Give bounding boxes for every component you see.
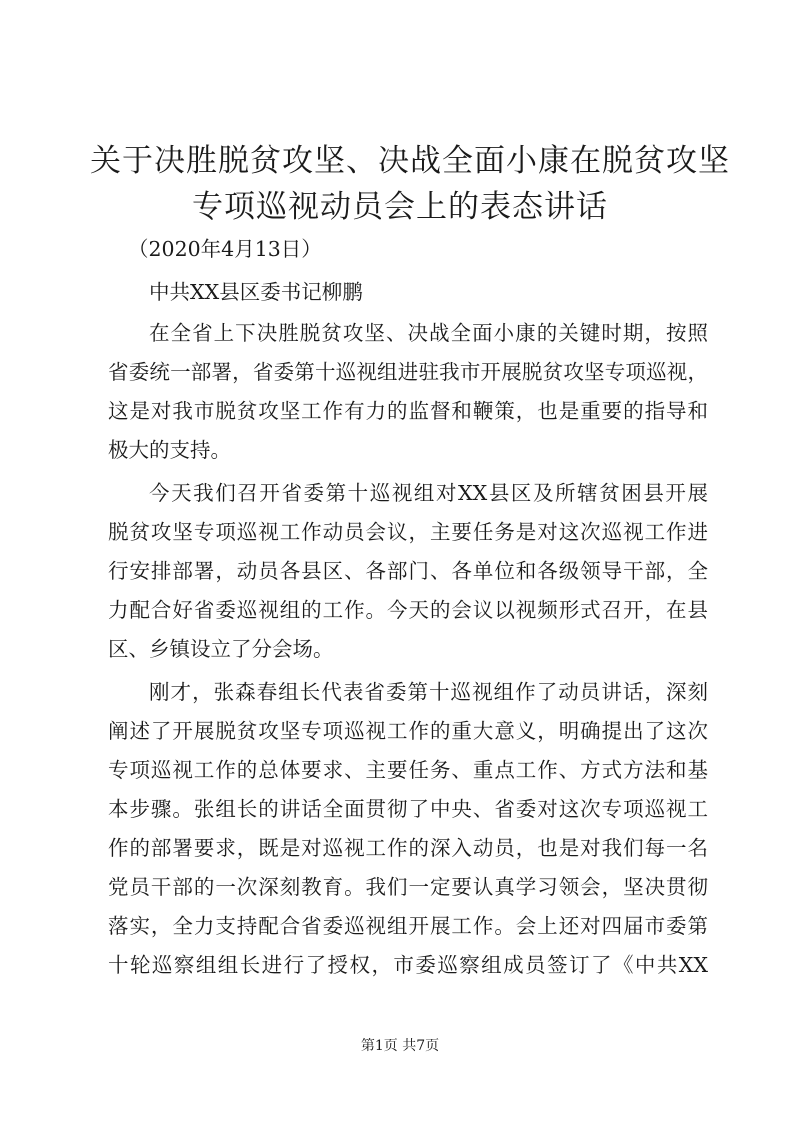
body-line: 党员干部的一次深刻教育。我们一定要认真学习领会，坚决贯彻 (108, 875, 708, 899)
body-line: 在全省上下决胜脱贫攻坚、决战全面小康的关键时期，按照 (149, 321, 708, 345)
document-date: （2020年4月13日） (128, 237, 322, 261)
body-line: 力配合好省委巡视组的工作。今天的会议以视频形式召开，在县 (108, 598, 708, 622)
body-line: 省委统一部署，省委第十巡视组进驻我市开展脱贫攻坚专项巡视， (108, 360, 708, 384)
document-title-line-1: 关于决胜脱贫攻坚、决战全面小康在脱贫攻坚 (90, 143, 730, 179)
body-line: 刚才，张森春组长代表省委第十巡视组作了动员讲话，深刻 (149, 680, 708, 704)
body-line: 专项巡视工作的总体要求、主要任务、重点工作、方式方法和基 (108, 758, 708, 782)
document-author: 中共XX县区委书记柳鹏 (149, 280, 363, 304)
body-line: 本步骤。张组长的讲话全面贯彻了中央、省委对这次专项巡视工 (108, 797, 708, 821)
body-line: 今天我们召开省委第十巡视组对XX县区及所辖贫困县开展 (149, 481, 708, 505)
document-title-line-2: 专项巡视动员会上的表态讲话 (192, 189, 608, 225)
body-line: 脱贫攻坚专项巡视工作动员会议，主要任务是对这次巡视工作进 (108, 520, 708, 544)
body-line: 作的部署要求，既是对巡视工作的深入动员，也是对我们每一名 (108, 836, 708, 860)
page-number-footer: 第1页 共7页 (360, 1038, 440, 1054)
body-line: 区、乡镇设立了分会场。 (108, 637, 334, 661)
body-line: 阐述了开展脱贫攻坚专项巡视工作的重大意义，明确提出了这次 (108, 719, 708, 743)
body-line: 十轮巡察组组长进行了授权，市委巡察组成员签订了《中共XX (108, 953, 708, 977)
body-line: 行安排部署，动员各县区、各部门、各单位和各级领导干部，全 (108, 559, 708, 583)
body-line: 落实，全力支持配合省委巡视组开展工作。会上还对四届市委第 (108, 914, 708, 938)
body-line: 极大的支持。 (108, 438, 231, 462)
body-line: 这是对我市脱贫攻坚工作有力的监督和鞭策，也是重要的指导和 (108, 399, 708, 423)
